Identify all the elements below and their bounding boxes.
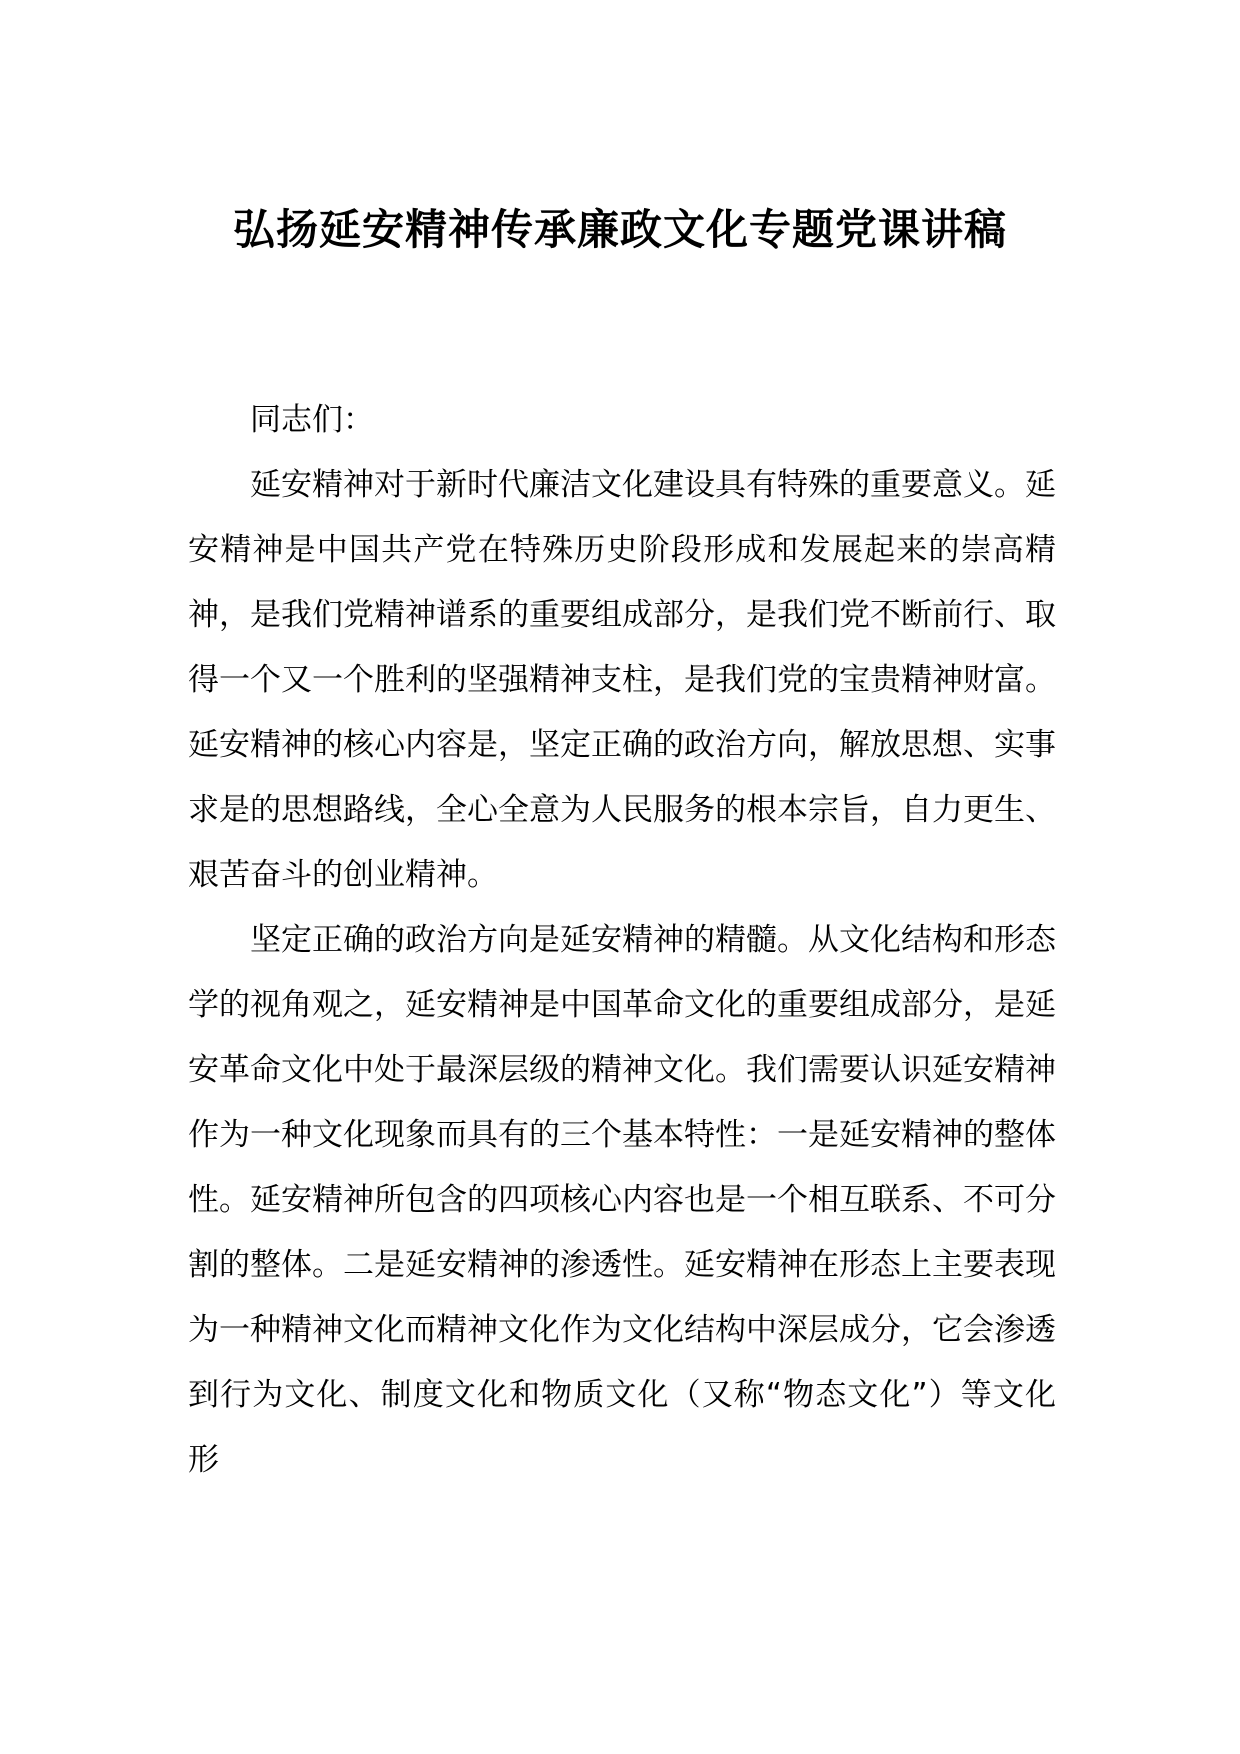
- salutation: 同志们：: [250, 402, 374, 438]
- document-body: [188, 388, 1056, 1493]
- body-paragraph: 延安精神对于新时代廉洁文化建设具有特殊的重要意义。延安精神是中国共产党在特殊历史阶段形成和发展起来的崇高精神，是我们党精神谱系的重要组成部分，是我们党不断前行、取得一个又一个胜利的坚强精神支柱，是我们党的宝贵精神财富。延安精神的核心内容是，坚定正确的政治方向，解放思想、实事求是的思想路线，全心全意为人民服务的根本宗旨，自力更生、艰苦奋斗的创业精神。: [188, 467, 1056, 893]
- body-paragraph: 坚定正确的政治方向是延安精神的精髓。从文化结构和形态学的视角观之，延安精神是中国革命文化的重要组成部分，是延安革命文化中处于最深层级的精神文化。我们需要认识延安精神作为一种文化现象而具有的三个基本特性：一是延安精神的整体性。延安精神所包含的四项核心内容也是一个相互联系、不可分割的整体。二是延安精神的渗透性。延安精神在形态上主要表现为一种精神文化而精神文化作为文化结构中深层成分，它会渗透到行为文化、制度文化和物质文化（又称“物态文化”）等文化形: [188, 922, 1056, 1478]
- document-title: 弘扬延安精神传承廉政文化专题党课讲稿: [232, 205, 1007, 254]
